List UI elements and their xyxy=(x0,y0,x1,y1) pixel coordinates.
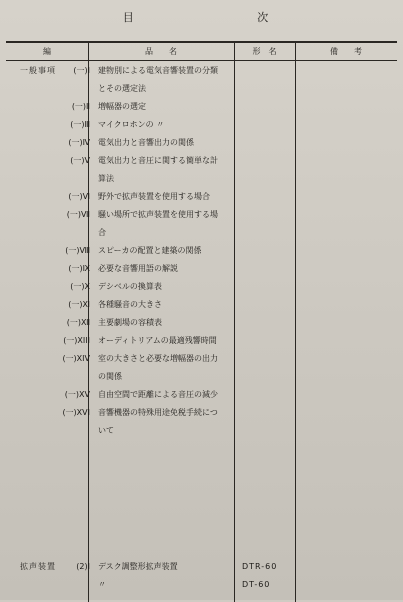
table-row xyxy=(6,314,397,332)
contents-table xyxy=(6,41,397,602)
table-row xyxy=(6,296,397,314)
table-row xyxy=(6,116,397,134)
item-number: (一)Ⅸ xyxy=(68,264,90,273)
table-row xyxy=(6,278,397,296)
item-title: 算法 xyxy=(98,174,114,183)
item-title: 音響機器の特殊用途免税手続につ xyxy=(98,408,218,417)
item-title: 増幅器の選定 xyxy=(98,102,146,111)
header-item: 品 名 xyxy=(145,47,177,56)
item-title: 〃 xyxy=(98,580,106,589)
item-number: (一)Ⅴ xyxy=(70,156,90,165)
table-row xyxy=(6,350,397,368)
item-number: (2)Ⅰ xyxy=(76,562,90,571)
table-row xyxy=(6,368,397,386)
page-title: 目 次 xyxy=(122,11,329,24)
item-number: (一)Ⅷ xyxy=(65,246,90,255)
table-row xyxy=(6,224,397,242)
table-row xyxy=(6,332,397,350)
item-title: 野外で拡声装置を使用する場合 xyxy=(98,192,210,201)
header-divider xyxy=(6,60,397,61)
header-remarks: 備 考 xyxy=(330,47,362,56)
item-number: (一)XIV xyxy=(62,354,90,363)
table-row xyxy=(6,422,397,440)
table-row xyxy=(6,242,397,260)
item-title: 自由空間で距離による音圧の減少 xyxy=(98,390,218,399)
item-number: (一)Ⅰ xyxy=(73,66,90,75)
table-row xyxy=(6,152,397,170)
item-number: (一)XVI xyxy=(62,408,90,417)
item-number: (一)Ⅱ xyxy=(71,102,90,111)
item-title: 必要な音響用語の解説 xyxy=(98,264,178,273)
section-label: 拡声装置 xyxy=(20,562,56,571)
section-label: 一般事項 xyxy=(20,66,56,75)
item-number: (一)Ⅻ xyxy=(66,318,90,327)
item-title: 室の大きさと必要な増幅器の出力 xyxy=(98,354,218,363)
item-title: デシベルの換算表 xyxy=(98,282,162,291)
item-title: 主要劇場の容積表 xyxy=(98,318,162,327)
table-row xyxy=(6,170,397,188)
table-row xyxy=(6,188,397,206)
item-title: 電気出力と音響出力の関係 xyxy=(98,138,194,147)
table-row xyxy=(6,62,397,80)
item-number: (一)Ⅶ xyxy=(66,210,90,219)
table-row xyxy=(6,98,397,116)
item-number: (一)XV xyxy=(64,390,90,399)
item-title: とその選定法 xyxy=(98,84,146,93)
table-row xyxy=(6,558,397,576)
item-title: マイクロホンの 〃 xyxy=(98,120,165,129)
item-title: デスク調整形拡声装置 xyxy=(98,562,178,571)
table-row xyxy=(6,206,397,224)
table-row xyxy=(6,260,397,278)
item-title: いて xyxy=(98,426,114,435)
item-number: (一)Ⅹ xyxy=(70,282,90,291)
item-title: 騒い場所で拡声装置を使用する場 xyxy=(98,210,218,219)
item-number: (一)Ⅲ xyxy=(70,120,90,129)
header-section: 編 xyxy=(43,47,51,56)
item-number: (一)Ⅵ xyxy=(68,192,90,201)
table-row xyxy=(6,134,397,152)
header-model: 形 名 xyxy=(252,47,277,56)
table-row xyxy=(6,576,397,594)
item-title: スピーカの配置と建築の関係 xyxy=(98,246,202,255)
item-title: 各種騒音の大きさ xyxy=(98,300,162,309)
model-name: DT-60 xyxy=(242,580,271,589)
item-number: (一)Ⅳ xyxy=(68,138,90,147)
table-row xyxy=(6,404,397,422)
model-name: DTR-60 xyxy=(242,562,278,571)
item-title: の関係 xyxy=(98,372,122,381)
item-title: 電気出力と音圧に関する簡単な計 xyxy=(98,156,218,165)
table-row xyxy=(6,80,397,98)
table-row xyxy=(6,386,397,404)
item-title: 建物別による電気音響装置の分類 xyxy=(98,66,218,75)
item-number: (一)XIII xyxy=(63,336,90,345)
item-title: 合 xyxy=(98,228,106,237)
item-title: オーディトリアムの最適残響時間 xyxy=(98,336,217,345)
item-number: (一)Ⅺ xyxy=(68,300,90,309)
